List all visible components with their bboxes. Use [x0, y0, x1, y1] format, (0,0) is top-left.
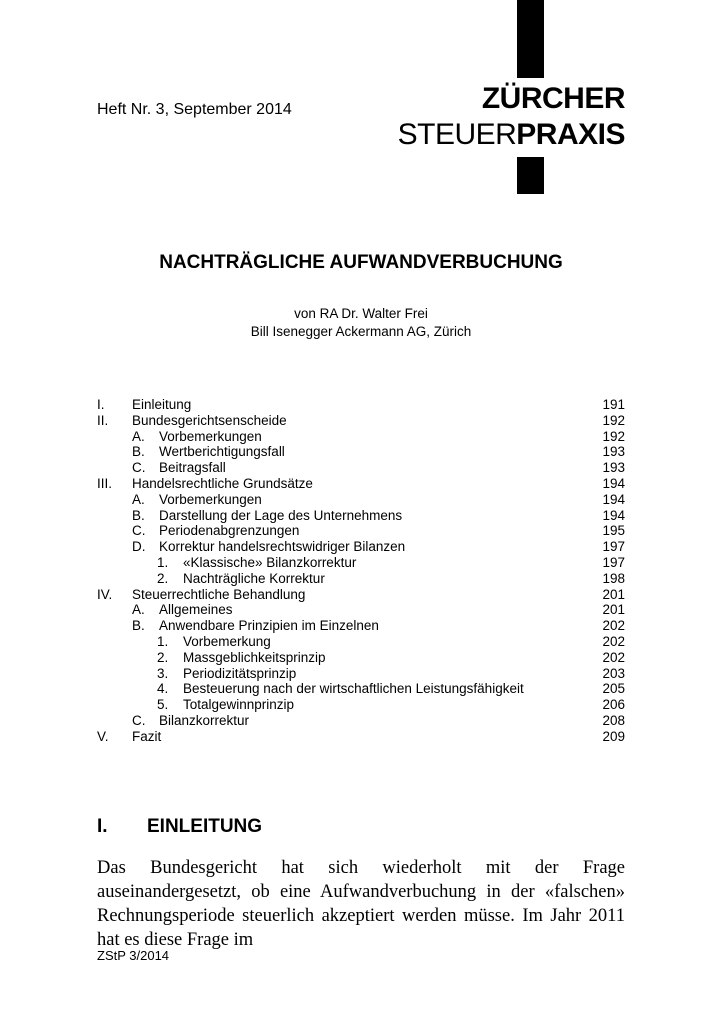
toc-entry [97, 697, 625, 713]
brand-praxis: PRAXIS [516, 118, 625, 151]
toc-number: B. [132, 618, 145, 634]
toc-number: I. [97, 397, 105, 412]
toc-number: 2. [157, 570, 169, 586]
toc-page-number: 193 [602, 444, 625, 460]
toc-entry [97, 587, 625, 603]
toc-entry [97, 492, 625, 508]
toc-entry [97, 650, 625, 666]
toc-page-number: 202 [602, 633, 625, 649]
toc-entry [97, 571, 625, 587]
toc-label: Allgemeines [159, 602, 233, 618]
toc-entry [97, 729, 625, 745]
toc-number: 2. [157, 649, 169, 665]
toc-label: Periodizitätsprinzip [183, 665, 297, 681]
toc-page-number: 192 [602, 428, 625, 444]
toc-page-number: 205 [602, 681, 625, 697]
section-heading [97, 816, 262, 838]
toc-entry [97, 634, 625, 650]
toc-number: C. [132, 523, 146, 539]
toc-label: Beitragsfall [159, 460, 226, 476]
toc-entry [97, 618, 625, 634]
toc-number: III. [97, 475, 113, 491]
toc-page-number: 206 [602, 697, 625, 713]
toc-number: V. [97, 728, 109, 744]
toc-page-number: 208 [602, 712, 625, 728]
toc-entry [97, 460, 625, 476]
toc-label: Bundesgerichtsenscheide [132, 412, 287, 428]
toc-label: Vorbemerkungen [159, 491, 262, 507]
toc-entry [97, 413, 625, 429]
toc-label: Totalgewinnprinzip [183, 697, 295, 713]
toc-entry [97, 555, 625, 571]
toc-entry [97, 523, 625, 539]
toc-page-number: 203 [602, 665, 625, 681]
toc-number: 4. [157, 681, 169, 697]
issue-label: Heft Nr. 3, September 2014 [97, 101, 292, 118]
toc-number: C. [132, 712, 146, 728]
toc-label: Einleitung [132, 397, 192, 412]
toc-label: Periodenabgrenzungen [159, 523, 300, 539]
toc-number: B. [132, 507, 145, 523]
toc-page-number: 198 [602, 570, 625, 586]
toc-number: D. [132, 539, 146, 555]
toc-page-number: 202 [602, 618, 625, 634]
brand-steuer: STEUER [397, 118, 517, 151]
toc-entry [97, 602, 625, 618]
toc-label: Vorbemerkungen [159, 428, 262, 444]
toc-number: A. [132, 602, 145, 618]
article-title: NACHTRÄGLICHE AUFWANDVERBUCHUNG [159, 252, 563, 273]
toc-number: C. [132, 460, 146, 476]
author-affiliation: Bill Isenegger Ackermann AG, Zürich [250, 324, 472, 339]
toc-label: Massgeblichkeitsprinzip [183, 649, 326, 665]
toc-number: IV. [97, 586, 113, 602]
toc-page-number: 194 [602, 507, 625, 523]
body-text: Das Bundesgericht hat sich wiederholt mit der Frage auseinandergesetzt, ob eine Aufwandverbuchung in der «falschen» Rechnungsperiode steuerlich akzeptiert werden müsse. Im Jahr 2011 hat es diese Frage im [97, 858, 625, 950]
toc-page-number: 202 [602, 649, 625, 665]
author-block [0, 305, 722, 341]
toc-number: 1. [157, 554, 169, 570]
toc-entry [97, 681, 625, 697]
toc-number: A. [132, 491, 145, 507]
toc-label: Fazit [132, 728, 162, 744]
toc-label: Bilanzkorrektur [159, 712, 250, 728]
toc-page-number: 197 [602, 539, 625, 555]
toc-entry [97, 508, 625, 524]
toc-number: II. [97, 412, 109, 428]
toc-number: B. [132, 444, 145, 460]
table-of-contents [97, 397, 625, 745]
toc-entry [97, 429, 625, 445]
toc-label: Nachträgliche Korrektur [183, 570, 325, 586]
toc-entry [97, 539, 625, 555]
toc-entry [97, 476, 625, 492]
toc-page-number: 191 [602, 397, 625, 412]
toc-label: Vorbemerkung [183, 633, 271, 649]
toc-page-number: 209 [602, 728, 625, 744]
toc-label: Besteuerung nach der wirtschaftlichen Leistungsfähigkeit [183, 681, 524, 697]
toc-page-number: 193 [602, 460, 625, 476]
toc-page-number: 197 [602, 554, 625, 570]
toc-label: Korrektur handelsrechtswidriger Bilanzen [159, 539, 406, 555]
toc-number: 3. [157, 665, 169, 681]
toc-entry [97, 444, 625, 460]
toc-entry [97, 397, 625, 413]
section-number: I. [97, 816, 108, 837]
author-name: von RA Dr. Walter Frei [294, 306, 428, 321]
toc-number: A. [132, 428, 145, 444]
toc-number: 1. [157, 633, 169, 649]
toc-page-number: 201 [602, 602, 625, 618]
brand-line-1: ZÜRCHER [481, 82, 625, 115]
toc-page-number: 194 [602, 491, 625, 507]
toc-label: Darstellung der Lage des Unternehmens [159, 507, 403, 523]
toc-label: Anwendbare Prinzipien im Einzelnen [159, 618, 379, 634]
toc-label: «Klassische» Bilanzkorrektur [183, 554, 357, 570]
toc-page-number: 192 [602, 412, 625, 428]
brand-bar-top [517, 0, 544, 78]
brand-bar-bottom [517, 157, 544, 194]
toc-label: Handelsrechtliche Grundsätze [132, 475, 313, 491]
toc-entry [97, 713, 625, 729]
toc-label: Wertberichtigungsfall [159, 444, 285, 460]
section-title: EINLEITUNG [147, 816, 263, 837]
toc-page-number: 195 [602, 523, 625, 539]
toc-label: Steuerrechtliche Behandlung [132, 586, 306, 602]
toc-page-number: 201 [602, 586, 625, 602]
page-footer: ZStP 3/2014 [97, 948, 170, 963]
toc-entry [97, 666, 625, 682]
toc-page-number: 194 [602, 475, 625, 491]
toc-number: 5. [157, 697, 169, 713]
brand-line-2 [398, 118, 625, 152]
